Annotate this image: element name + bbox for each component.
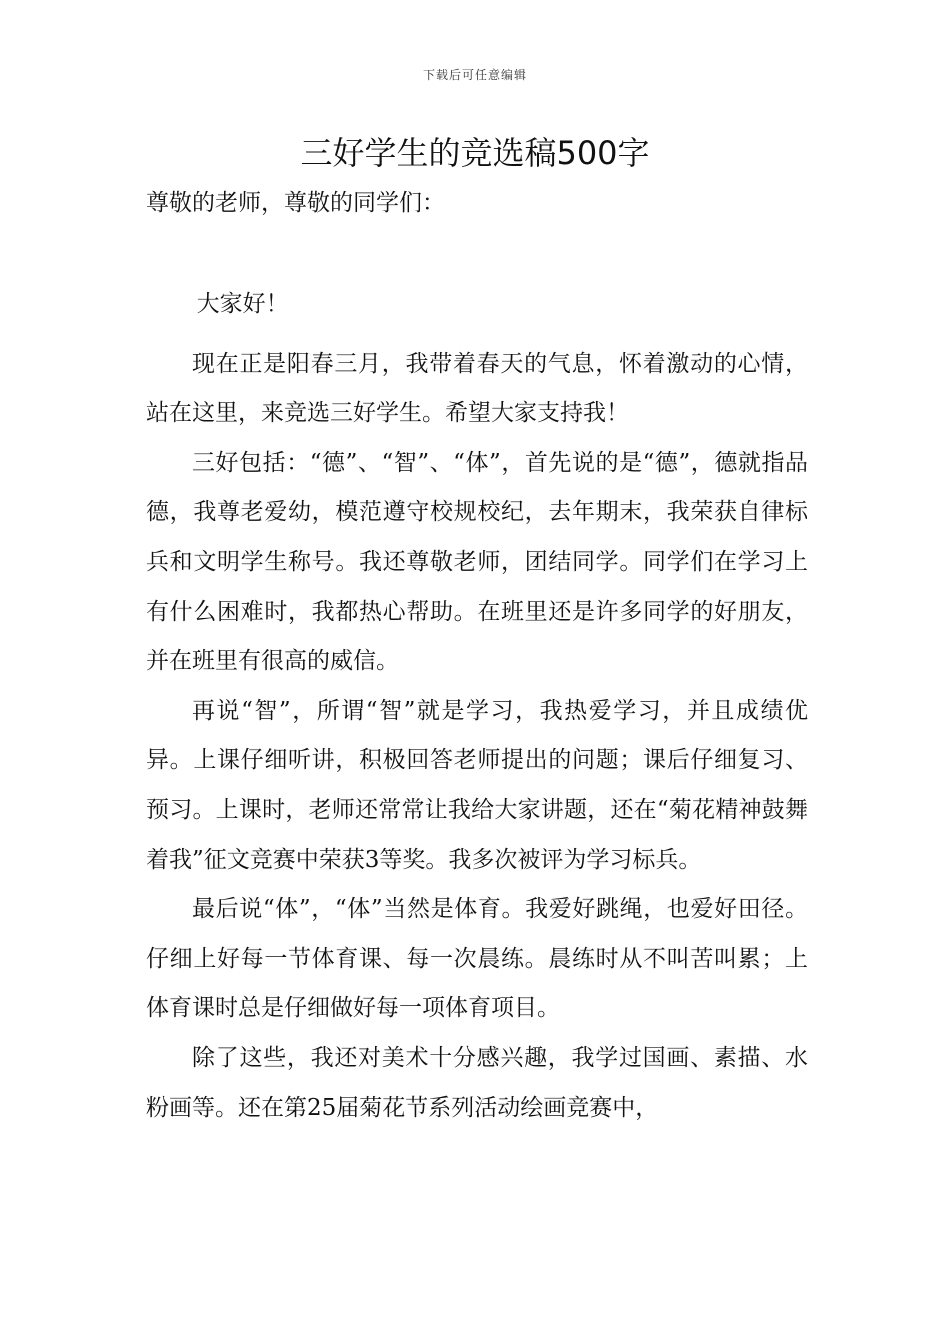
salutation: 尊敬的老师，尊敬的同学们： <box>146 190 445 216</box>
document-title: 三好学生的竞选稿500字 <box>300 134 650 172</box>
paragraph-greeting: 大家好！ <box>196 291 289 317</box>
paragraph: 三好包括：“德”、“智”、“体”，首先说的是“德”，德就指品德，我尊老爱幼，模范遵守校规校纪，去年期末，我荣获自律标兵和文明学生称号。我还尊敬老师，团结同学。同学们在学习上有什么困难时，我都热心帮助。在班里还是许多同学的好朋友，并在班里有很高的威信。 <box>146 449 808 675</box>
paragraph: 最后说“体”，“体”当然是体育。我爱好跳绳，也爱好田径。仔细上好每一节体育课、每一次晨练。晨练时从不叫苦叫累；上体育课时总是仔细做好每一项体育项目。 <box>146 896 808 1022</box>
paragraph: 现在正是阳春三月，我带着春天的气息，怀着激动的心情，站在这里，来竞选三好学生。希望大家支持我！ <box>146 350 808 427</box>
paragraph: 再说“智”，所谓“智”就是学习，我热爱学习，并且成绩优异。上课仔细听讲，积极回答老师提出的问题；课后仔细复习、预习。上课时，老师还常常让我给大家讲题，还在“菊花精神鼓舞着我”征文竞赛中荣获3等奖。我多次被评为学习标兵。 <box>146 697 808 873</box>
paragraph: 除了这些，我还对美术十分感兴趣，我学过国画、素描、水粉画等。还在第25届菊花节系列活动绘画竞赛中， <box>146 1044 808 1121</box>
header-note: 下载后可任意编辑 <box>422 68 527 82</box>
document-body <box>146 280 808 1133</box>
